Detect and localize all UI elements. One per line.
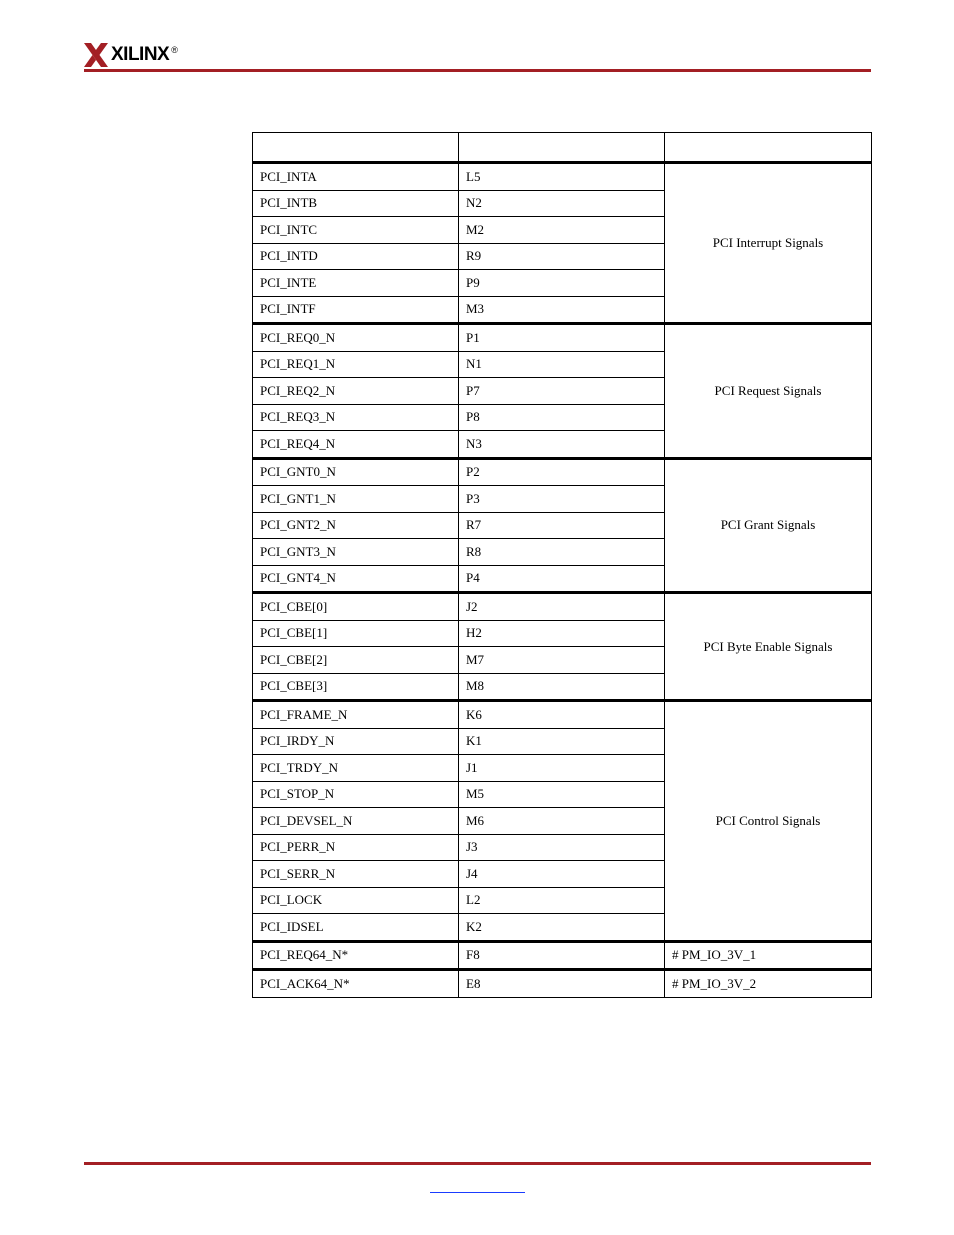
group-cell: # PM_IO_3V_2: [665, 970, 872, 998]
table-row: [253, 701, 872, 729]
pin-cell: P7: [459, 378, 665, 405]
pin-cell: J4: [459, 861, 665, 888]
logo-text: XILINX: [111, 44, 170, 65]
pin-cell: K6: [459, 701, 665, 729]
footer-link[interactable]: [430, 1191, 525, 1193]
signal-cell: PCI_GNT0_N: [253, 458, 459, 486]
pin-cell: M3: [459, 296, 665, 324]
signal-cell: PCI_GNT1_N: [253, 486, 459, 513]
signal-cell: PCI_PERR_N: [253, 834, 459, 861]
footer-rule: [84, 1162, 871, 1165]
pin-cell: M7: [459, 647, 665, 674]
signal-cell: PCI_REQ4_N: [253, 431, 459, 459]
signal-cell: PCI_CBE[3]: [253, 673, 459, 701]
pin-cell: R7: [459, 512, 665, 539]
signal-cell: PCI_FRAME_N: [253, 701, 459, 729]
group-cell: PCI Control Signals: [665, 701, 872, 942]
signal-cell: PCI_IRDY_N: [253, 728, 459, 755]
signal-cell: PCI_INTB: [253, 190, 459, 217]
table-header-row: [253, 133, 872, 163]
signal-cell: PCI_CBE[1]: [253, 620, 459, 647]
pin-cell: R8: [459, 539, 665, 566]
signal-cell: PCI_GNT2_N: [253, 512, 459, 539]
header-rule: [84, 69, 871, 72]
pin-cell: N2: [459, 190, 665, 217]
group-cell: # PM_IO_3V_1: [665, 941, 872, 970]
pin-cell: J1: [459, 755, 665, 782]
pin-cell: P3: [459, 486, 665, 513]
pin-cell: P4: [459, 565, 665, 593]
signal-cell: PCI_INTD: [253, 243, 459, 270]
pin-cell: M6: [459, 808, 665, 835]
group-cell: PCI Byte Enable Signals: [665, 593, 872, 701]
pin-cell: P8: [459, 404, 665, 431]
logo-registered-mark: ®: [171, 45, 178, 55]
pin-assignment-table: [252, 132, 872, 998]
xilinx-logo: [84, 42, 178, 68]
pin-cell: E8: [459, 970, 665, 998]
table-row: [253, 941, 872, 970]
pin-cell: P1: [459, 324, 665, 352]
pin-cell: L2: [459, 887, 665, 914]
pin-cell: M2: [459, 217, 665, 244]
signal-cell: PCI_REQ0_N: [253, 324, 459, 352]
signal-cell: PCI_DEVSEL_N: [253, 808, 459, 835]
signal-cell: PCI_LOCK: [253, 887, 459, 914]
signal-cell: PCI_STOP_N: [253, 781, 459, 808]
table-row: [253, 458, 872, 486]
pin-cell: R9: [459, 243, 665, 270]
signal-cell: PCI_REQ1_N: [253, 351, 459, 378]
table-row: [253, 970, 872, 998]
table-row: [253, 163, 872, 191]
signal-cell: PCI_INTA: [253, 163, 459, 191]
table-row: [253, 593, 872, 621]
table-row: [253, 324, 872, 352]
pin-cell: K1: [459, 728, 665, 755]
signal-cell: PCI_INTF: [253, 296, 459, 324]
pin-cell: N1: [459, 351, 665, 378]
signal-cell: PCI_REQ3_N: [253, 404, 459, 431]
xilinx-x-icon: [84, 43, 108, 67]
table-body: [253, 163, 872, 998]
signal-cell: PCI_GNT4_N: [253, 565, 459, 593]
pin-cell: F8: [459, 941, 665, 970]
group-cell: PCI Request Signals: [665, 324, 872, 459]
pin-cell: L5: [459, 163, 665, 191]
pin-cell: P9: [459, 270, 665, 297]
pin-cell: M8: [459, 673, 665, 701]
signal-cell: PCI_TRDY_N: [253, 755, 459, 782]
header-pin: [459, 133, 665, 163]
signal-cell: PCI_GNT3_N: [253, 539, 459, 566]
pin-cell: M5: [459, 781, 665, 808]
signal-cell: PCI_CBE[0]: [253, 593, 459, 621]
signal-cell: PCI_SERR_N: [253, 861, 459, 888]
pin-cell: J2: [459, 593, 665, 621]
signal-cell: PCI_INTC: [253, 217, 459, 244]
header-description: [665, 133, 872, 163]
pin-cell: J3: [459, 834, 665, 861]
signal-cell: PCI_CBE[2]: [253, 647, 459, 674]
signal-cell: PCI_REQ2_N: [253, 378, 459, 405]
signal-cell: PCI_INTE: [253, 270, 459, 297]
group-cell: PCI Grant Signals: [665, 458, 872, 593]
pin-cell: K2: [459, 914, 665, 942]
pin-cell: P2: [459, 458, 665, 486]
signal-cell: PCI_IDSEL: [253, 914, 459, 942]
header-signal: [253, 133, 459, 163]
signal-cell: PCI_REQ64_N*: [253, 941, 459, 970]
pin-cell: N3: [459, 431, 665, 459]
pin-cell: H2: [459, 620, 665, 647]
signal-cell: PCI_ACK64_N*: [253, 970, 459, 998]
group-cell: PCI Interrupt Signals: [665, 163, 872, 324]
